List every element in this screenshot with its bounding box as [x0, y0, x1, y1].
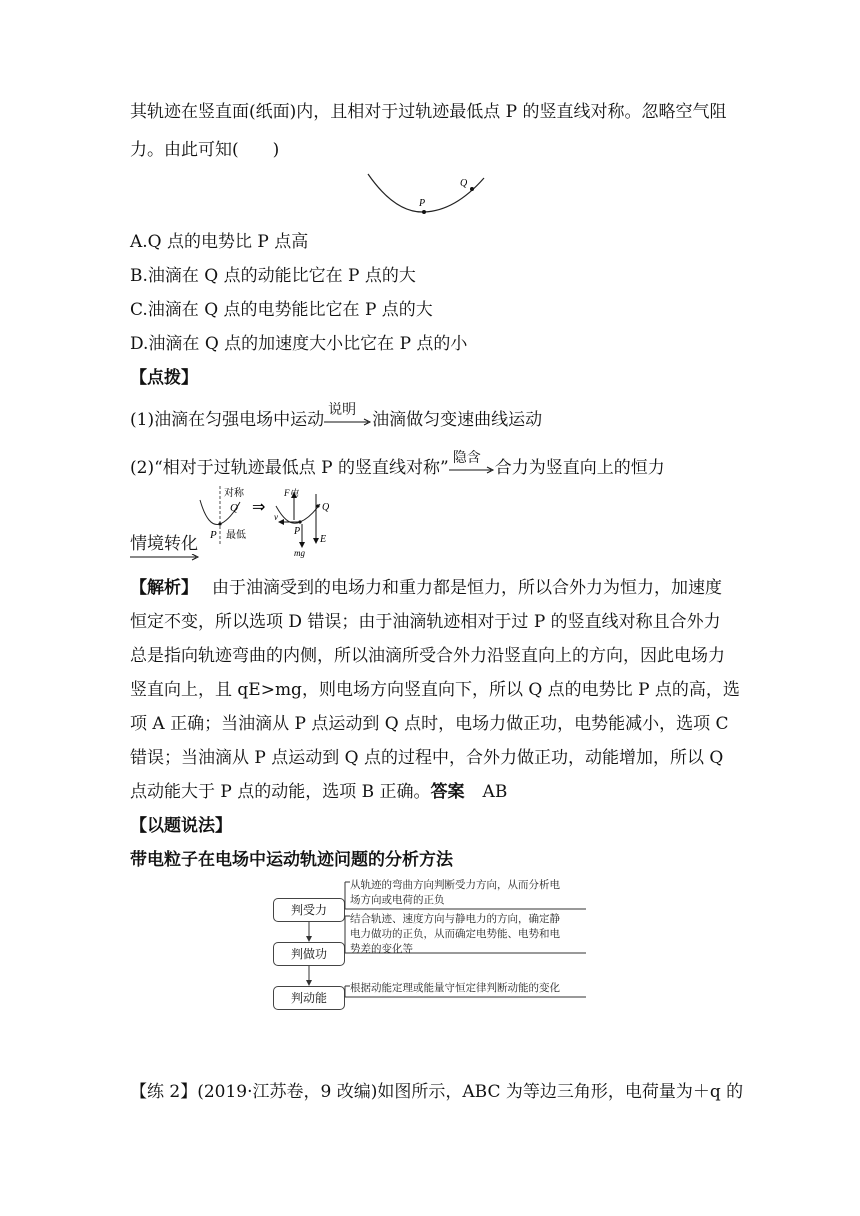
- flow-step-work: 判做功: [273, 942, 345, 966]
- implies-symbol: ⇒: [252, 497, 266, 516]
- analysis-line-5: 项 A 正确；当油滴从 P 点运动到 Q 点时，电场力做正功，电势能减小，选项 C: [130, 714, 729, 734]
- exercise-2-line: 【练 2】(2019·江苏卷，9 改编)如图所示，ABC 为等边三角形，电荷量为＋q 的: [130, 1082, 744, 1102]
- label-v: v: [274, 512, 278, 522]
- flow-step-energy: 判动能: [273, 986, 345, 1010]
- label-P-right: P: [294, 526, 301, 537]
- arrow-label: 隐含: [452, 450, 481, 466]
- option-d: D.油滴在 Q 点的加速度大小比它在 P 点的小: [130, 334, 468, 354]
- option-b: B.油滴在 Q 点的动能比它在 P 点的大: [130, 266, 416, 286]
- flow-desc-force: [350, 878, 560, 908]
- flow-desc-work-line: 结合轨迹、速度方向与静电力的方向，确定静: [350, 913, 560, 925]
- label-Q-right: Q: [322, 502, 330, 513]
- label-symmetric: 对称: [224, 488, 244, 499]
- problem-line-2: 力。由此可知( ): [130, 140, 280, 160]
- hint-item-2-left: (2)“相对于过轨迹最低点 P 的竖直线对称”: [130, 458, 449, 478]
- problem-line-1: 其轨迹在竖直面(纸面)内，且相对于过轨迹最低点 P 的竖直线对称。忽略空气阻: [130, 102, 727, 122]
- label-Q: Q: [460, 178, 468, 189]
- label-mg: mg: [294, 548, 305, 558]
- analysis-text-1: 由于油滴受到的电场力和重力都是恒力，所以合外力为恒力，加速度: [212, 578, 722, 598]
- analysis-line-6: 错误；当油滴从 P 点运动到 Q 点的过程中，合外力做正功，动能增加，所以 Q: [130, 748, 724, 768]
- hint-item-1-left: (1)油滴在匀强电场中运动: [130, 410, 325, 430]
- option-c: C.油滴在 Q 点的电势能比它在 P 点的大: [130, 300, 433, 320]
- hint-header: 【点拨】: [130, 368, 198, 388]
- trajectory-figure: [360, 168, 495, 220]
- implies-arrow: [449, 450, 495, 480]
- situation-arrow: [130, 554, 200, 562]
- flow-desc-energy: [350, 981, 560, 996]
- flow-desc-work-line: 电力做功的正负，从而确定电势能、电势和电: [350, 928, 560, 940]
- analysis-text-7: 点动能大于 P 点的动能，选项 B 正确。: [130, 782, 431, 802]
- label-E: E: [320, 534, 327, 545]
- flow-desc-force-line: 场方向或电荷的正负: [350, 894, 445, 906]
- label-lowest: 最低: [226, 530, 246, 541]
- hint-item-2-right: 合力为竖直向上的恒力: [494, 458, 665, 478]
- option-a: A.Q 点的电势比 P 点高: [130, 232, 309, 252]
- hint-item-1-right: 油滴做匀变速曲线运动: [372, 410, 543, 430]
- flow-step-force: 判受力: [273, 898, 345, 922]
- hint-item-2: [130, 450, 665, 480]
- analysis-line-1: [130, 576, 722, 600]
- hint-item-1: [130, 402, 543, 432]
- implies-arrow: [324, 402, 372, 432]
- analysis-line-4: 竖直向上，且 qE>mg，则电场方向竖直向下，所以 Q 点的电势比 P 点的高，选: [130, 680, 740, 700]
- label-P-left: P: [210, 529, 217, 541]
- flow-desc-force-line: 从轨迹的弯曲方向判断受力方向，从而分析电: [350, 879, 560, 891]
- label-P: P: [419, 198, 426, 209]
- label-Q-left: Q: [230, 502, 238, 514]
- analysis-line-7: [130, 780, 507, 804]
- label-Fe: F电: [284, 488, 299, 498]
- analysis-line-3: 总是指向轨迹弯曲的内侧，所以油滴所受合外力沿竖直向上的方向，因此电场力: [130, 646, 725, 666]
- answer-value: AB: [482, 782, 508, 802]
- answer-label: 答案: [430, 782, 465, 802]
- analysis-header: 【解析】: [130, 578, 198, 598]
- flow-desc-energy-line: 根据动能定理或能量守恒定律判断动能的变化: [350, 982, 560, 994]
- analysis-line-2: 恒定不变，所以选项 D 错误；由于油滴轨迹相对于过 P 的竖直线对称且合外力: [130, 612, 721, 632]
- arrow-label: 说明: [328, 402, 357, 418]
- flow-desc-work: [350, 912, 560, 957]
- method-title: 带电粒子在电场中运动轨迹问题的分析方法: [130, 850, 453, 870]
- flowchart: [270, 876, 590, 1006]
- flow-desc-work-line: 势差的变化等: [350, 943, 413, 955]
- method-header: 【以题说法】: [130, 816, 232, 836]
- situation-label: 情境转化: [130, 534, 198, 554]
- force-diagram: [196, 484, 346, 558]
